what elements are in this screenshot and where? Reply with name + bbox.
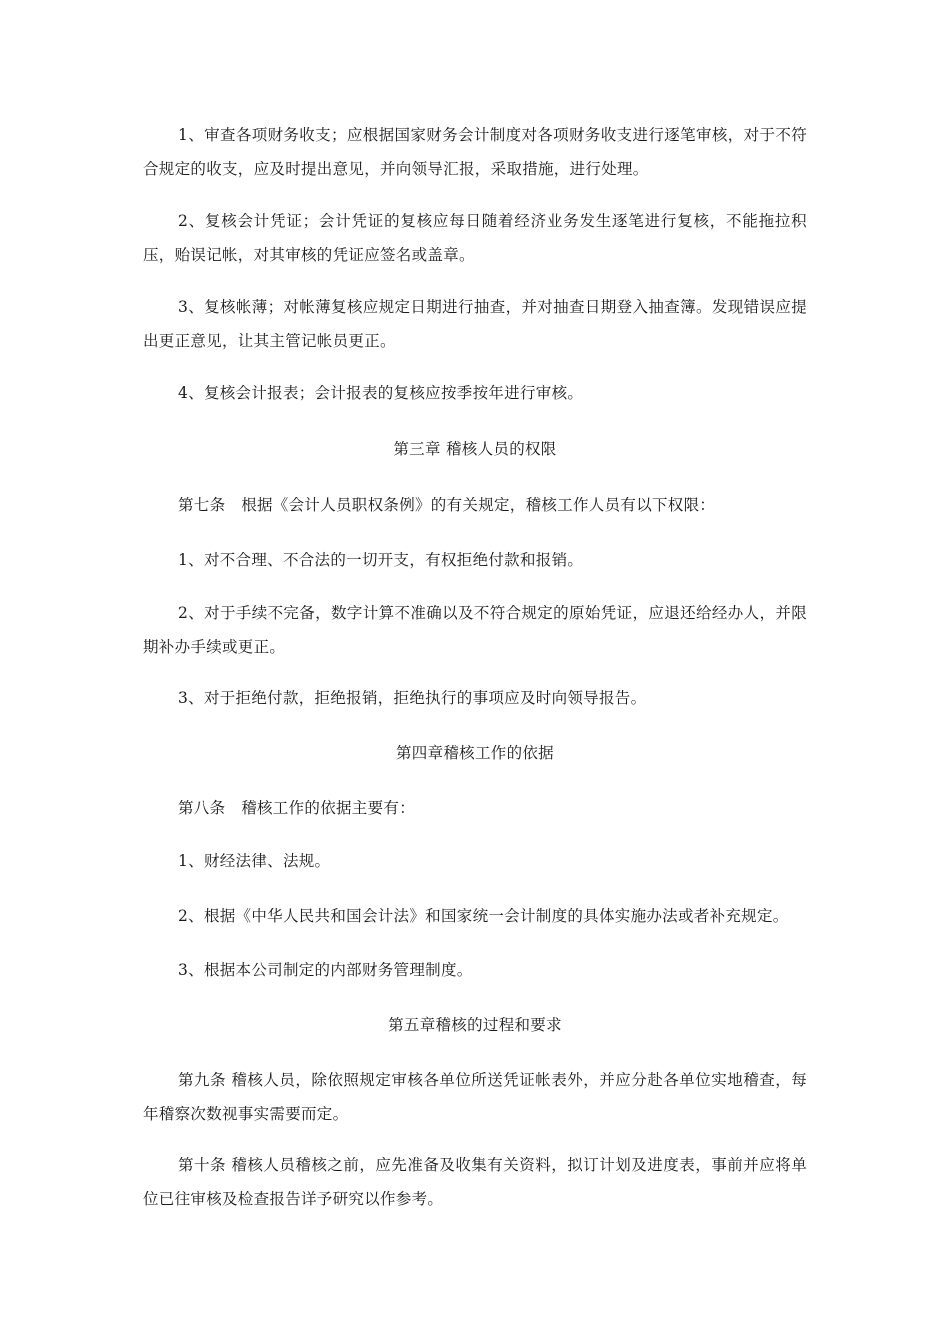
article-10: 第十条 稽核人员稽核之前，应先准备及收集有关资料，拟订计划及进度表，事前并应将单位已往审核及检查报告详予研究以作参考。 [143, 1156, 807, 1208]
article-7: 第七条 根据《会计人员职权条例》的有关规定，稽核工作人员有以下权限： [178, 496, 716, 514]
article-7-item-2: 2、对于手续不完备，数字计算不准确以及不符合规定的原始凭证，应退还给经办人，并限期补办手续或更正。 [143, 604, 807, 656]
article-9: 第九条 稽核人员，除依照规定审核各单位所送凭证帐表外，并应分赴各单位实地稽查，每年稽察次数视事实需要而定。 [143, 1071, 807, 1123]
article-8: 第八条 稽核工作的依据主要有： [178, 799, 416, 817]
chapter-4-heading: 第四章稽核工作的依据 [395, 744, 554, 762]
article-8-item-1: 1、财经法律、法规。 [178, 852, 331, 870]
article-8-item-3: 3、根据本公司制定的内部财务管理制度。 [178, 961, 473, 979]
article-7-item-3: 3、对于拒绝付款，拒绝报销，拒绝执行的事项应及时向领导报告。 [178, 689, 647, 707]
article-7-item-1: 1、对不合理、不合法的一切开支，有权拒绝付款和报销。 [178, 551, 584, 569]
article-8-item-2: 2、根据《中华人民共和国会计法》和国家统一会计制度的具体实施办法或者补充规定。 [178, 907, 789, 925]
paragraph-item-4: 4、复核会计报表；会计报表的复核应按季按年进行审核。 [178, 384, 584, 402]
paragraph-item-2: 2、复核会计凭证；会计凭证的复核应每日随着经济业务发生逐笔进行复核，不能拖拉积压，贻误记帐，对其审核的凭证应签名或盖章。 [143, 212, 807, 264]
chapter-3-heading: 第三章 稽核人员的权限 [393, 440, 557, 458]
paragraph-item-1: 1、审查各项财务收支；应根据国家财务会计制度对各项财务收支进行逐笔审核，对于不符合规定的收支，应及时提出意见，并向领导汇报，采取措施，进行处理。 [143, 126, 807, 178]
paragraph-item-3: 3、复核帐薄；对帐薄复核应规定日期进行抽查，并对抽查日期登入抽查簿。发现错误应提出更正意见，让其主管记帐员更正。 [143, 298, 807, 350]
chapter-5-heading: 第五章稽核的过程和要求 [388, 1016, 562, 1034]
